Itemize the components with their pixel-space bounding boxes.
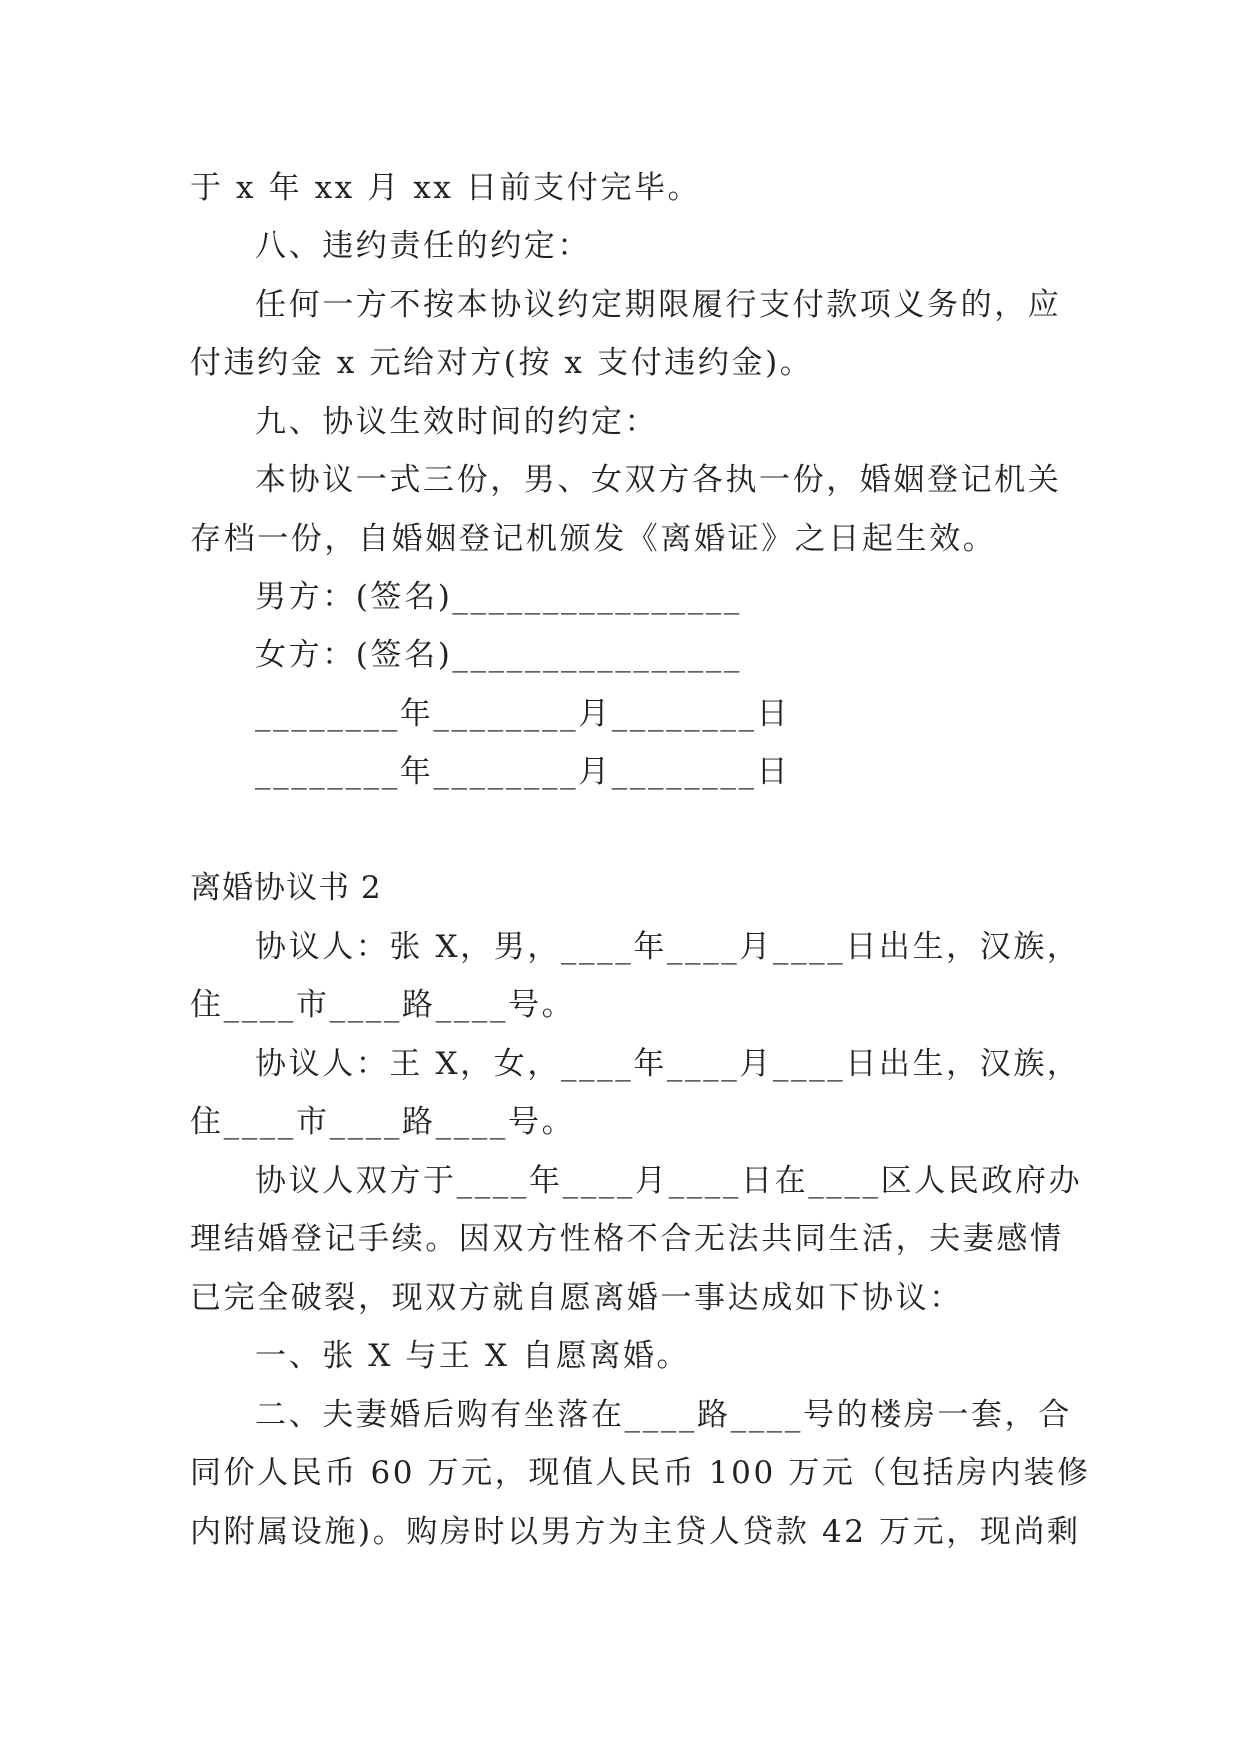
clause-line-2b: 同价人民币 60 万元，现值人民币 100 万元（包括房内装修 [190, 1455, 1091, 1491]
party-line-wang-2: 住____市____路____号。 [190, 1104, 576, 1140]
text-line-breach-1: 任何一方不按本协议约定期限履行支付款项义务的，应 [255, 287, 1062, 323]
clause-line-2a: 二、夫妻婚后购有坐落在____路____号的楼房一套，合 [255, 1397, 1072, 1433]
signature-line-male: 男方：(签名)________________ [255, 579, 742, 615]
text-line-marriage-3: 已完全破裂，现双方就自愿离婚一事达成如下协议： [190, 1280, 963, 1316]
party-line-zhang-2: 住____市____路____号。 [190, 987, 576, 1023]
text-line-payment-deadline: 于 x 年 xx 月 xx 日前支付完毕。 [190, 170, 702, 206]
text-line-effective-2: 存档一份，自婚姻登记机颁发《离婚证》之日起生效。 [190, 521, 997, 557]
signature-line-female: 女方：(签名)________________ [255, 637, 742, 673]
clause-line-1: 一、张 X 与王 X 自愿离婚。 [255, 1338, 691, 1374]
text-line-marriage-1: 协议人双方于____年____月____日在____区人民政府办 [255, 1163, 1083, 1199]
text-line-effective-1: 本协议一式三份，男、女双方各执一份，婚姻登记机关 [255, 462, 1062, 498]
party-line-wang-1: 协议人：王 X，女，____年____月____日出生，汉族， [255, 1046, 1081, 1082]
date-line-2: ________年________月________日 [255, 754, 791, 790]
section-heading-effective-time: 九、协议生效时间的约定： [255, 404, 659, 440]
clause-line-2c: 内附属设施)。购房时以男方为主贷人贷款 42 万元，现尚剩 [190, 1514, 1081, 1550]
text-line-breach-2: 付违约金 x 元给对方(按 x 支付违约金)。 [190, 345, 814, 381]
party-line-zhang-1: 协议人：张 X，男，____年____月____日出生，汉族， [255, 929, 1081, 965]
document-title: 离婚协议书 2 [190, 870, 382, 906]
section-heading-breach-liability: 八、违约责任的约定： [255, 228, 591, 264]
date-line-1: ________年________月________日 [255, 696, 791, 732]
text-line-marriage-2: 理结婚登记手续。因双方性格不合无法共同生活，夫妻感情 [190, 1221, 1064, 1257]
